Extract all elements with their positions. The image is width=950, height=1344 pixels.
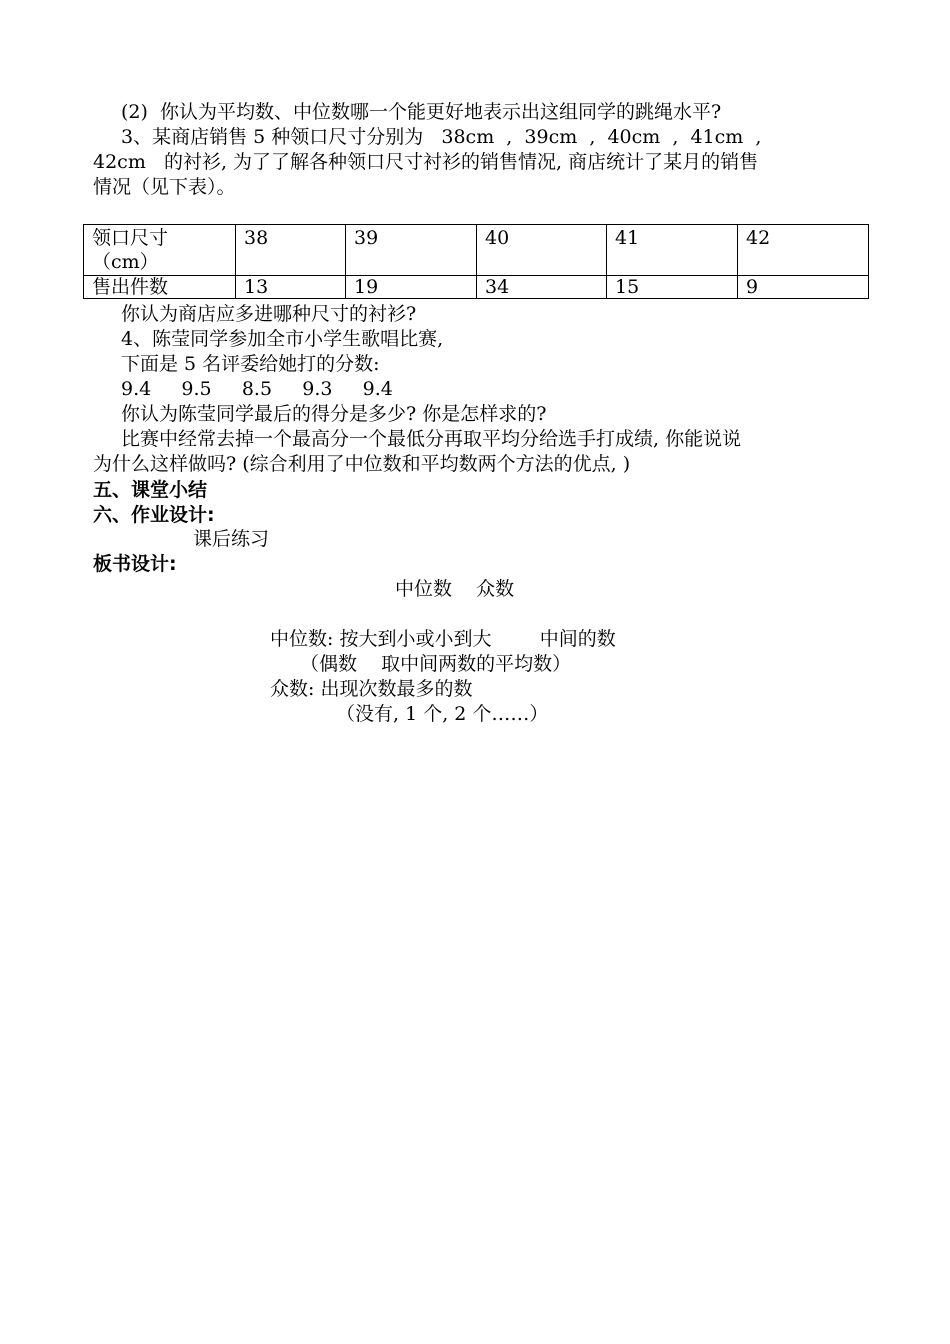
question-3-line1: 3、某商店销售 5 种领口尺寸分别为 38cm , 39cm , 40cm , 41cm , [121,126,762,148]
question-3-prompt: 你认为商店应多进哪种尺寸的衬衫? [121,303,417,325]
question-4-line1: 4、陈莹同学参加全市小学生歌唱比赛, [121,328,444,350]
table-cell-count: 19 [346,276,477,299]
board-mode-definition: 众数: 出现次数最多的数 [270,678,473,700]
table-row-counts [84,276,869,299]
question-2: (2) 你认为平均数、中位数哪一个能更好地表示出这组同学的跳绳水平? [121,101,722,123]
section-6-heading: 六、作业设计: [93,504,215,526]
table-cell-size: 42 [738,225,869,276]
collar-size-sales-table [83,224,869,299]
board-heading: 中位数 众数 [395,578,515,600]
table-header-units-sold: 售出件数 [84,276,236,299]
table-cell-size: 39 [346,225,477,276]
table-cell-count: 9 [738,276,869,299]
table-cell-count: 34 [477,276,607,299]
question-3-line2: 42cm 的衬衫, 为了了解各种领口尺寸衬衫的销售情况, 商店统计了某月的销售 [93,151,759,173]
question-4-line2: 下面是 5 名评委给她打的分数: [121,353,380,375]
board-median-even: （偶数 取中间两数的平均数） [300,653,572,675]
table-cell-count: 15 [607,276,738,299]
homework-text: 课后练习 [193,528,270,550]
board-median-definition: 中位数: 按大到小或小到大 中间的数 [270,628,616,650]
table-row-sizes [84,225,869,276]
table-cell-size: 41 [607,225,738,276]
section-5-heading: 五、课堂小结 [93,479,208,501]
question-4-line4: 你认为陈莹同学最后的得分是多少? 你是怎样求的? [121,403,547,425]
question-3-line3: 情况（见下表）。 [93,176,236,198]
table-cell-size: 40 [477,225,607,276]
table-cell-size: 38 [236,225,346,276]
table-header-collar-size: 领口尺寸 （cm） [84,225,236,276]
table-cell-count: 13 [236,276,346,299]
question-4-line6: 为什么这样做吗? (综合利用了中位数和平均数两个方法的优点, ) [93,453,631,475]
board-design-heading: 板书设计: [93,553,177,575]
question-4-scores: 9.4 9.5 8.5 9.3 9.4 [121,378,393,400]
question-4-line5: 比赛中经常去掉一个最高分一个最低分再取平均分给选手打成绩, 你能说说 [121,428,742,450]
board-mode-note: （没有, 1 个, 2 个……） [336,703,549,725]
